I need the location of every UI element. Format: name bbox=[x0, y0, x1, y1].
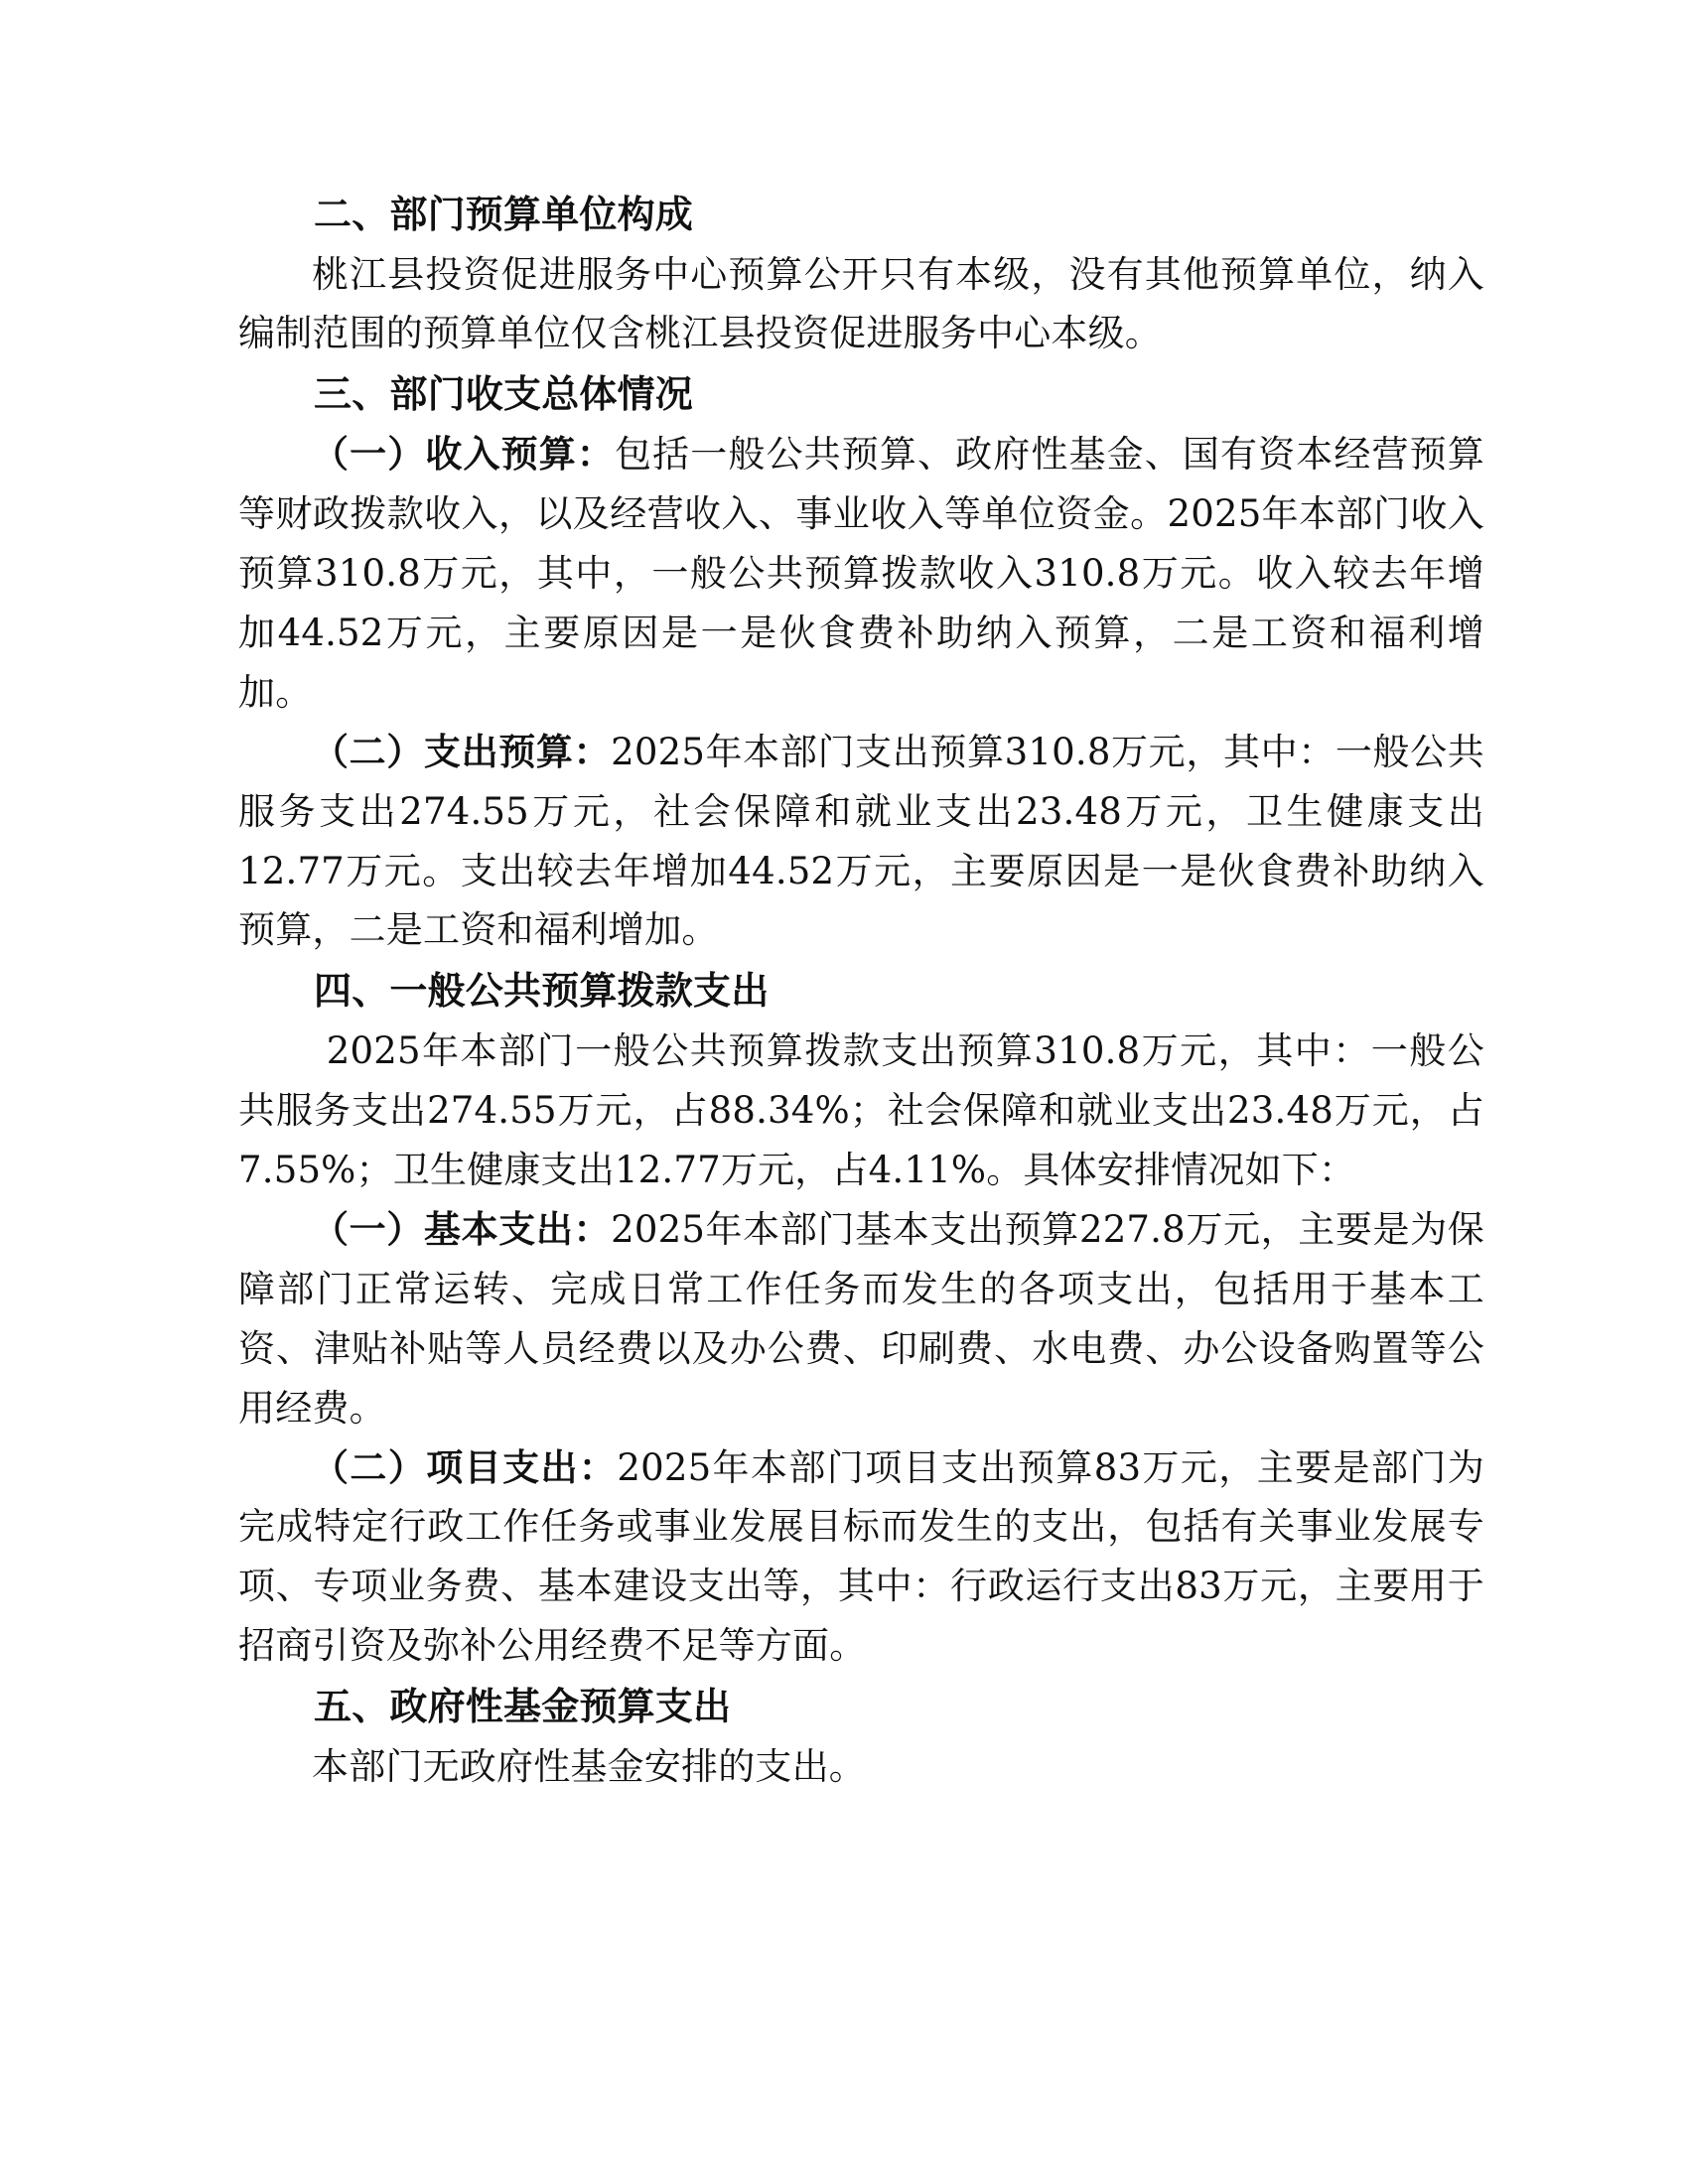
subsection-1-lead: （一）收入预算： bbox=[312, 431, 616, 476]
section-4-subsection-2 bbox=[238, 1438, 1484, 1677]
subsection-4-text: 2025年本部门项目支出预算83万元，主要是部门为完成特定行政工作任务或事业发展目标而发生的支出，包括有关事业发展专项、专项业务费、基本建设支出等，其中：行政运行支出83万元，主要用于招商引资及弥补公用经费不足等方面。 bbox=[238, 1445, 1484, 1668]
section-4-paragraph: 2025年本部门一般公共预算拨款支出预算310.8万元，其中：一般公共服务支出274.55万元，占88.34%；社会保障和就业支出23.48万元，占7.55%；卫生健康支出12.77万元，占4.11%。具体安排情况如下： bbox=[238, 1028, 1484, 1191]
section-4-subsection-1 bbox=[238, 1200, 1484, 1438]
section-heading-5: 五、政府性基金预算支出 bbox=[314, 1684, 732, 1729]
section-5-paragraph: 本部门无政府性基金安排的支出。 bbox=[312, 1744, 866, 1788]
subsection-4-lead: （二）项目支出： bbox=[312, 1444, 618, 1489]
subsection-2-text: 2025年本部门支出预算310.8万元，其中：一般公共服务支出274.55万元，社会保障和就业支出23.48万元，卫生健康支出12.77万元。支出较去年增加44.52万元，主要原因是一是伙食费补助纳入预算，二是工资和福利增加。 bbox=[238, 730, 1485, 952]
subsection-3-lead: （一）基本支出： bbox=[312, 1206, 612, 1251]
document-body bbox=[238, 184, 1484, 1797]
subsection-3-text: 2025年本部门基本支出预算227.8万元，主要是为保障部门正常运转、完成日常工作任务而发生的各项支出，包括用于基本工资、津贴补贴等人员经费以及办公费、印刷费、水电费、办公设备购置等公用经费。 bbox=[238, 1207, 1485, 1430]
section-heading-2: 二、部门预算单位构成 bbox=[314, 192, 694, 236]
section-3-subsection-1 bbox=[238, 425, 1484, 723]
section-3-subsection-2 bbox=[238, 723, 1484, 961]
section-heading-4: 四、一般公共预算拨款支出 bbox=[314, 968, 770, 1014]
subsection-2-lead: （二）支出预算： bbox=[312, 729, 612, 773]
section-2-paragraph: 桃江县投资促进服务中心预算公开只有本级，没有其他预算单位，纳入编制范围的预算单位仅含桃江县投资促进服务中心本级。 bbox=[238, 252, 1484, 355]
section-heading-3: 三、部门收支总体情况 bbox=[314, 371, 694, 417]
subsection-1-text: 包括一般公共预算、政府性基金、国有资本经营预算等财政拨款收入，以及经营收入、事业收入等单位资金。2025年本部门收入预算310.8万元，其中，一般公共预算拨款收入310.8万元。收入较去年增加44.52万元，主要原因是一是伙食费补助纳入预算，二是工资和福利增加。 bbox=[238, 432, 1484, 714]
